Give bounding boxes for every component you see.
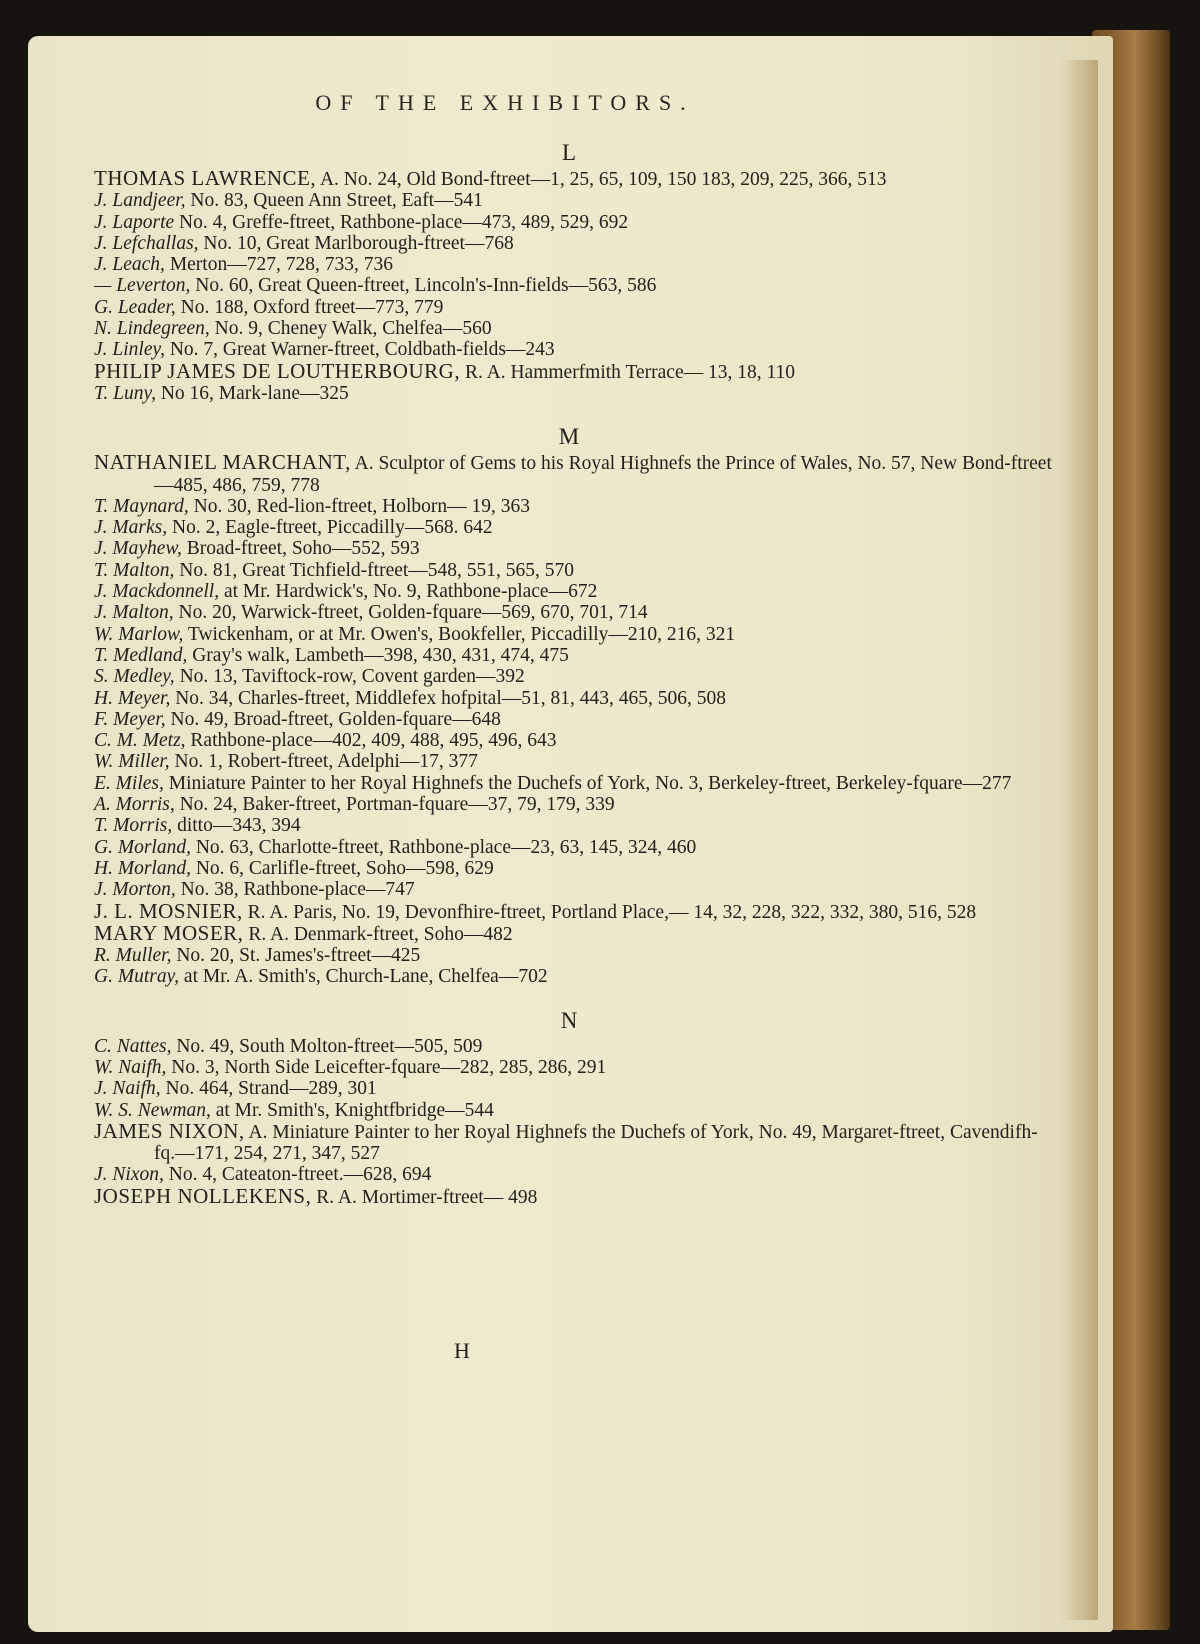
exhibitor-details: No. 10, Great Marlborough-ftreet—768	[198, 232, 514, 254]
exhibitor-entry	[94, 190, 1054, 211]
exhibitor-details: Miniature Painter to her Royal Highnefs the Duchefs of York, No. 3, Berkeley-ftreet, Berkeley-fquare—277	[163, 772, 1012, 794]
exhibitor-details: No. 464, Strand—289, 301	[160, 1078, 377, 1100]
exhibitor-details: ditto—343, 394	[172, 815, 301, 837]
exhibitor-name: H. Morland,	[94, 857, 191, 879]
section-letter: N	[560, 1007, 578, 1033]
exhibitor-entry	[94, 538, 1054, 559]
exhibitor-entry	[94, 517, 1054, 538]
exhibitor-details: Merton—727, 728, 733, 736	[164, 254, 393, 276]
exhibitor-name: JOSEPH NOLLEKENS,	[94, 1183, 312, 1208]
exhibitor-name: A. Morris,	[94, 794, 175, 816]
exhibitor-entry	[94, 168, 1054, 190]
exhibitor-details: R. A. Denmark-ftreet, Soho—482	[243, 923, 513, 945]
exhibitor-name: C. Nattes,	[94, 1035, 172, 1057]
exhibitor-entry	[94, 794, 1054, 815]
exhibitor-name: J. Mayhew,	[94, 538, 182, 560]
exhibitor-name: H. Meyer,	[94, 687, 171, 709]
exhibitor-entry	[94, 581, 1054, 602]
exhibitor-name: W. Naifh,	[94, 1056, 167, 1078]
exhibitor-entry	[94, 837, 1054, 858]
exhibitor-entry	[94, 879, 1054, 900]
exhibitor-details: Twickenham, or at Mr. Owen's, Bookfeller, Piccadilly—210, 216, 321	[183, 623, 736, 645]
exhibitor-details: No. 83, Queen Ann Street, Eaft—541	[185, 190, 483, 212]
exhibitor-entry	[94, 560, 1054, 581]
exhibitor-name: T. Malton,	[94, 559, 175, 581]
section-letter: M	[558, 424, 580, 450]
exhibitor-name: E. Miles,	[94, 772, 164, 794]
exhibitor-name: S. Medley,	[94, 666, 175, 688]
exhibitor-entry	[94, 383, 1054, 404]
exhibitor-details: Rathbone-place—402, 409, 488, 495, 496, 643	[185, 730, 557, 752]
exhibitor-details: No. 49, Broad-ftreet, Golden-fquare—648	[165, 708, 501, 730]
section-gap	[94, 988, 1054, 1006]
exhibitor-name: J. Landjeer,	[94, 190, 186, 212]
exhibitor-entry	[94, 275, 1054, 296]
exhibitor-entry	[94, 1078, 1054, 1099]
exhibitor-details: at Mr. A. Smith's, Church-Lane, Chelfea—702	[179, 966, 548, 988]
exhibitor-details: No. 3, North Side Leicefter-fquare—282, 285, 286, 291	[166, 1056, 607, 1078]
exhibitor-name: G. Mutray,	[94, 966, 180, 988]
exhibitor-name: T. Luny,	[94, 382, 156, 404]
page-gutter-shadow	[1060, 60, 1098, 1620]
exhibitor-details: No. 30, Red-lion-ftreet, Holborn— 19, 363	[188, 495, 530, 517]
exhibitor-details: A. No. 24, Old Bond-ftreet—1, 25, 65, 109, 150 183, 209, 225, 366, 513	[316, 169, 887, 190]
exhibitor-details: No. 81, Great Tichfield-ftreet—548, 551, 565, 570	[174, 559, 575, 581]
exhibitor-entry	[94, 730, 1054, 751]
exhibitor-name: — Leverton,	[94, 275, 191, 297]
exhibitor-name: PHILIP JAMES DE LOUTHERBOURG,	[94, 358, 461, 383]
exhibitor-details: No. 6, Carlifle-ftreet, Soho—598, 629	[190, 857, 494, 879]
exhibitor-name: T. Medland,	[94, 644, 188, 666]
exhibitor-name: NATHANIEL MARCHANT,	[94, 450, 351, 475]
exhibitor-details: No. 20, St. James's-ftreet—425	[171, 945, 421, 967]
exhibitor-entry	[94, 358, 1054, 383]
exhibitor-name: C. M. Metz,	[94, 730, 186, 752]
exhibitor-details: No. 1, Robert-ftreet, Adelphi—17, 377	[169, 751, 478, 773]
exhibitor-entry	[94, 254, 1054, 275]
exhibitor-name: T. Maynard,	[94, 495, 189, 517]
exhibitor-details: No. 49, South Molton-ftreet—505, 509	[171, 1035, 483, 1057]
exhibitor-details: R. A. Paris, No. 19, Devonfhire-ftreet, Portland Place,— 14, 32, 228, 322, 332, 380, 516, 528	[242, 901, 977, 923]
exhibitor-name: J. Leach,	[94, 254, 165, 276]
exhibitor-name: J. Lefchallas,	[94, 232, 199, 254]
exhibitor-entry	[94, 339, 1054, 360]
exhibitor-entry	[94, 858, 1054, 879]
exhibitor-entry	[94, 1036, 1054, 1057]
exhibitor-details: No. 60, Great Queen-ftreet, Lincoln's-Inn-fields—563, 586	[190, 275, 657, 297]
exhibitor-name: J. Mackdonnell,	[94, 581, 220, 603]
exhibitor-entry	[94, 1164, 1054, 1185]
exhibitor-details: No. 34, Charles-ftreet, Middlefex hofpital—51, 81, 443, 465, 506, 508	[170, 687, 726, 709]
exhibitor-name: J. Linley,	[94, 339, 165, 361]
exhibitor-details: No. 4, Cateaton-ftreet.—628, 694	[163, 1164, 432, 1186]
exhibitor-entry	[94, 297, 1054, 318]
catchword: H	[454, 1338, 470, 1363]
exhibitor-name: J. Laporte	[94, 211, 175, 233]
exhibitor-entry	[94, 1100, 1054, 1121]
exhibitor-entry	[94, 212, 1054, 233]
exhibitor-entry	[94, 233, 1054, 254]
exhibitor-entry	[94, 496, 1054, 517]
exhibitor-entry	[94, 751, 1054, 772]
exhibitor-details: A. Sculptor of Gems to his Royal Highnefs the Prince of Wales, No. 57, New Bond-ftreet—485, 486, 759, 778	[154, 453, 1052, 496]
exhibitor-entry	[94, 1183, 1054, 1208]
exhibitor-entry	[94, 773, 1054, 794]
exhibitor-details: at Mr. Hardwick's, No. 9, Rathbone-place—672	[219, 581, 598, 603]
exhibitor-details: No. 13, Taviftock-row, Covent garden—392	[174, 666, 525, 688]
exhibitor-details: No. 188, Oxford ftreet—773, 779	[175, 296, 444, 318]
exhibitor-entry	[94, 920, 1054, 945]
exhibitor-name: W. Marlow,	[94, 623, 184, 645]
exhibitor-entry	[94, 1118, 1054, 1165]
exhibitor-name: F. Meyer,	[94, 708, 166, 730]
exhibitor-details: No. 9, Cheney Walk, Chelfea—560	[209, 318, 492, 340]
exhibitor-details: No. 38, Rathbone-place—747	[175, 879, 415, 901]
exhibitor-details: No. 7, Great Warner-ftreet, Coldbath-fields—243	[164, 339, 555, 361]
exhibitor-details: R. A. Hammerfmith Terrace— 13, 18, 110	[460, 361, 796, 383]
exhibitor-details: No 16, Mark-lane—325	[155, 382, 349, 404]
exhibitor-details: at Mr. Smith's, Knightfbridge—544	[210, 1099, 494, 1121]
exhibitor-details: No. 4, Greffe-ftreet, Rathbone-place—473, 489, 529, 692	[174, 211, 629, 233]
exhibitor-details: Gray's walk, Lambeth—398, 430, 431, 474, 475	[187, 644, 569, 666]
exhibitor-entry	[94, 966, 1054, 987]
exhibitor-details: No. 2, Eagle-ftreet, Piccadilly—568. 642	[167, 517, 493, 539]
exhibitor-name: G. Leader,	[94, 296, 176, 318]
section-letter: L	[561, 140, 577, 165]
exhibitor-details: No. 20, Warwick-ftreet, Golden-fquare—569, 670, 701, 714	[173, 602, 648, 624]
exhibitor-name: W. Miller,	[94, 751, 170, 773]
exhibitor-name: W. S. Newman,	[94, 1099, 211, 1121]
exhibitor-entry	[94, 1057, 1054, 1078]
exhibitor-entry	[94, 624, 1054, 645]
exhibitor-entry	[94, 898, 1054, 923]
exhibitor-name: J. Nixon,	[94, 1164, 164, 1186]
exhibitor-name: R. Muller,	[94, 945, 172, 967]
exhibitor-list	[94, 138, 1054, 1208]
exhibitor-name: THOMAS LAWRENCE,	[94, 166, 317, 190]
exhibitor-entry	[94, 645, 1054, 666]
exhibitor-name: J. Malton,	[94, 602, 174, 624]
exhibitor-name: J. Morton,	[94, 879, 176, 901]
exhibitor-name: J. Marks,	[94, 517, 168, 539]
exhibitor-name: T. Morris,	[94, 815, 173, 837]
exhibitor-name: J. L. MOSNIER,	[94, 898, 243, 923]
exhibitor-name: MARY MOSER,	[94, 920, 244, 945]
exhibitor-details: No. 63, Charlotte-ftreet, Rathbone-place—23, 63, 145, 324, 460	[190, 836, 697, 858]
exhibitor-entry	[94, 602, 1054, 623]
exhibitor-details: No. 24, Baker-ftreet, Portman-fquare—37, 79, 179, 339	[174, 794, 615, 816]
exhibitor-name: G. Morland,	[94, 836, 191, 858]
exhibitor-entry	[94, 945, 1054, 966]
exhibitor-details: R. A. Mortimer-ftreet— 498	[311, 1186, 538, 1208]
exhibitor-details: Broad-ftreet, Soho—552, 593	[181, 538, 420, 560]
exhibitor-entry	[94, 452, 1054, 496]
exhibitor-details: A. Miniature Painter to her Royal Highnefs the Duchefs of York, No. 49, Margaret-ftreet, Cavendifh-fq.—171, 254, 271, 347, 527	[154, 1121, 1038, 1165]
exhibitor-entry	[94, 815, 1054, 836]
exhibitor-name: J. Naifh,	[94, 1078, 161, 1100]
exhibitor-entry	[94, 709, 1054, 730]
running-head: OF THE EXHIBITORS.	[315, 90, 695, 115]
exhibitor-entry	[94, 666, 1054, 687]
exhibitor-entry	[94, 688, 1054, 709]
exhibitor-entry	[94, 318, 1054, 339]
exhibitor-name: JAMES NIXON,	[94, 1118, 245, 1143]
exhibitor-name: N. Lindegreen,	[94, 318, 210, 340]
section-gap	[94, 404, 1054, 422]
